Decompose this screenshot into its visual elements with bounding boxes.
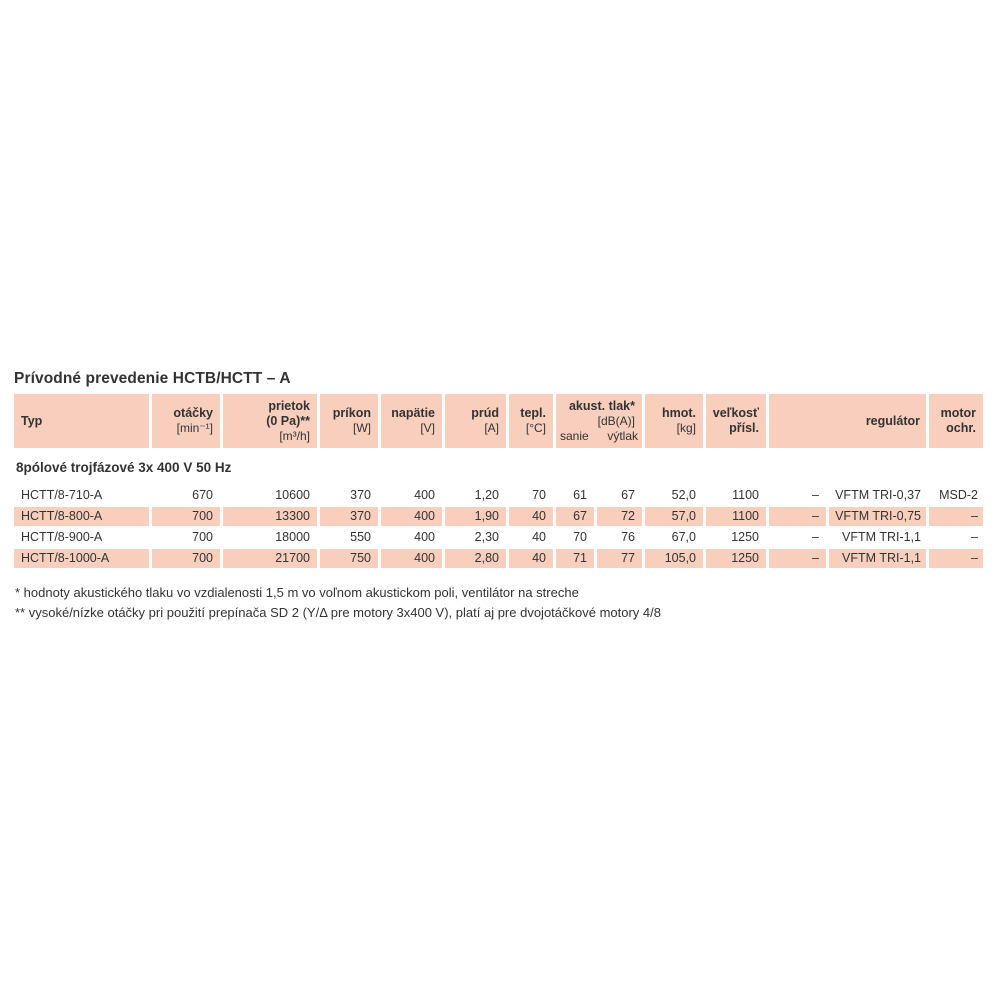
col-header-prud: prúd [A] xyxy=(445,394,506,448)
page-title: Prívodné prevedenie HCTB/HCTT – A xyxy=(14,370,291,387)
col-header-tepl: tepl. [°C] xyxy=(509,394,553,448)
spec-table xyxy=(11,392,986,570)
cell-napatie: 400 xyxy=(381,507,442,526)
cell-typ: HCTT/8-900-A xyxy=(14,528,149,547)
cell-motor-ochr: – xyxy=(929,528,983,547)
cell-napatie: 400 xyxy=(381,549,442,568)
table-row xyxy=(14,507,983,526)
cell-prietok: 10600 xyxy=(223,486,317,505)
cell-prud: 2,30 xyxy=(445,528,506,547)
cell-velkost: 1250 xyxy=(706,549,766,568)
cell-tepl: 40 xyxy=(509,528,553,547)
cell-prietok: 21700 xyxy=(223,549,317,568)
cell-prikon: 550 xyxy=(320,528,378,547)
cell-vytlak: 77 xyxy=(597,549,642,568)
cell-prud: 2,80 xyxy=(445,549,506,568)
cell-regulator-b: VFTM TRI-1,1 xyxy=(829,528,926,547)
cell-sanie: 61 xyxy=(556,486,594,505)
section-header: 8pólové trojfázové 3x 400 V 50 Hz xyxy=(16,459,232,475)
cell-regulator-a: – xyxy=(769,486,826,505)
cell-vytlak: 67 xyxy=(597,486,642,505)
cell-hmot: 105,0 xyxy=(645,549,703,568)
col-header-typ: Typ xyxy=(14,394,149,448)
table-row xyxy=(14,486,983,505)
col-header-prietok: prietok (0 Pa)** [m³/h] xyxy=(223,394,317,448)
col-header-akust-tlak: akust. tlak* [dB(A)] sanie výtlak xyxy=(556,394,642,448)
cell-hmot: 57,0 xyxy=(645,507,703,526)
cell-tepl: 40 xyxy=(509,549,553,568)
cell-motor-ochr: – xyxy=(929,507,983,526)
footnotes xyxy=(14,583,992,623)
cell-regulator-b: VFTM TRI-0,37 xyxy=(829,486,926,505)
cell-typ: HCTT/8-800-A xyxy=(14,507,149,526)
col-header-motor-ochr: motor ochr. xyxy=(929,394,983,448)
col-header-napatie: napätie [V] xyxy=(381,394,442,448)
cell-prietok: 13300 xyxy=(223,507,317,526)
subheader-sanie: sanie xyxy=(560,428,589,443)
cell-regulator-a: – xyxy=(769,528,826,547)
cell-typ: HCTT/8-710-A xyxy=(14,486,149,505)
cell-otacky: 700 xyxy=(152,549,220,568)
table-row xyxy=(14,549,983,568)
footnote-acoustic: * hodnoty akustického tlaku vo vzdialenosti 1,5 m vo voľnom akustickom poli, ventilátor na streche xyxy=(15,585,579,600)
cell-regulator-a: – xyxy=(769,549,826,568)
col-header-otacky: otáčky [min⁻¹] xyxy=(152,394,220,448)
cell-prietok: 18000 xyxy=(223,528,317,547)
cell-otacky: 700 xyxy=(152,528,220,547)
cell-regulator-b: VFTM TRI-0,75 xyxy=(829,507,926,526)
col-header-hmot: hmot. [kg] xyxy=(645,394,703,448)
cell-velkost: 1250 xyxy=(706,528,766,547)
cell-otacky: 700 xyxy=(152,507,220,526)
cell-otacky: 670 xyxy=(152,486,220,505)
col-header-prikon: príkon [W] xyxy=(320,394,378,448)
cell-vytlak: 76 xyxy=(597,528,642,547)
subheader-vytlak: výtlak xyxy=(607,428,638,443)
cell-hmot: 67,0 xyxy=(645,528,703,547)
cell-sanie: 70 xyxy=(556,528,594,547)
cell-typ: HCTT/8-1000-A xyxy=(14,549,149,568)
cell-prikon: 370 xyxy=(320,507,378,526)
cell-hmot: 52,0 xyxy=(645,486,703,505)
footnote-speeds: ** vysoké/nízke otáčky pri použití prepínača SD 2 (Y/Δ pre motory 3x400 V), platí aj pre dvojotáčkové motory 4/8 xyxy=(15,605,661,620)
table-header-row xyxy=(14,394,983,448)
table-section-row xyxy=(14,450,983,484)
col-header-regulator: regulátor xyxy=(769,394,926,448)
cell-tepl: 40 xyxy=(509,507,553,526)
cell-sanie: 67 xyxy=(556,507,594,526)
cell-vytlak: 72 xyxy=(597,507,642,526)
col-header-velkost: veľkosť přísl. xyxy=(706,394,766,448)
cell-velkost: 1100 xyxy=(706,486,766,505)
cell-regulator-b: VFTM TRI-1,1 xyxy=(829,549,926,568)
cell-prud: 1,20 xyxy=(445,486,506,505)
cell-sanie: 71 xyxy=(556,549,594,568)
cell-prikon: 370 xyxy=(320,486,378,505)
cell-motor-ochr: – xyxy=(929,549,983,568)
cell-regulator-a: – xyxy=(769,507,826,526)
cell-motor-ochr: MSD-2 xyxy=(929,486,983,505)
cell-prikon: 750 xyxy=(320,549,378,568)
cell-napatie: 400 xyxy=(381,486,442,505)
akust-subheaders xyxy=(559,429,639,444)
cell-napatie: 400 xyxy=(381,528,442,547)
cell-tepl: 70 xyxy=(509,486,553,505)
table-row xyxy=(14,528,983,547)
cell-prud: 1,90 xyxy=(445,507,506,526)
cell-velkost: 1100 xyxy=(706,507,766,526)
datasheet-page xyxy=(14,370,992,623)
